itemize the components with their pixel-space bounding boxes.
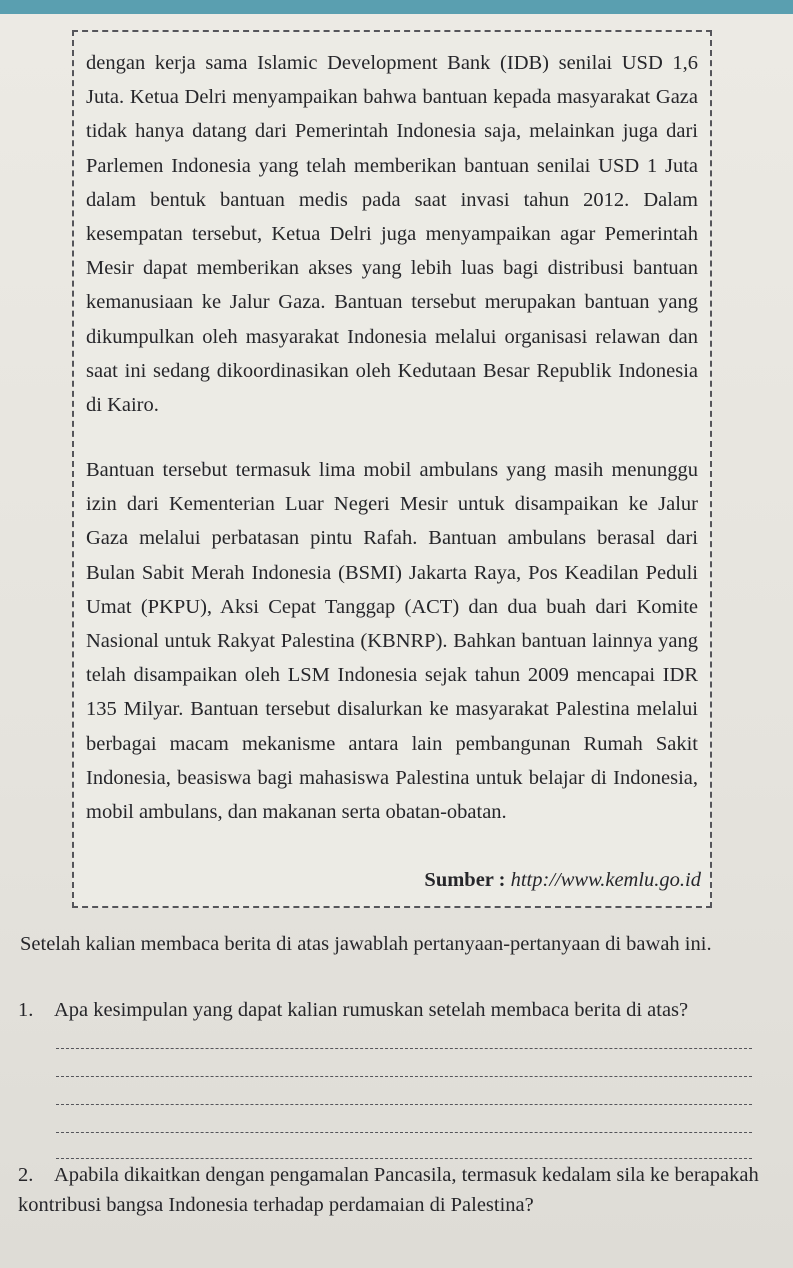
- question-1: [18, 996, 768, 1024]
- article-source: [424, 866, 701, 894]
- article-paragraph-2: Bantuan tersebut termasuk lima mobil ambulans yang masih menunggu izin dari Kementerian Luar Negeri Mesir untuk disampaikan ke Jalur Gaza melalui perbatasan pintu Rafah. Bantuan ambulans berasal dari Bulan Sabit Merah Indonesia (BSMI) Jakarta Raya, Pos Keadilan Peduli Umat (PKPU), Aksi Cepat Tanggap (ACT) dan dua buah dari Komite Nasional untuk Rakyat Palestina (KBNRP). Bahkan bantuan lainnya yang telah disampaikan oleh LSM Indonesia sejak tahun 2009 mencapai IDR 135 Milyar. Bantuan tersebut disalurkan ke masyarakat Palestina melalui berbagai macam mekanisme antara lain pembangunan Rumah Sakit Indonesia, beasiswa bagi mahasiswa Palestina untuk belajar di Indonesia, mobil ambulans, dan makanan serta obatan-obatan.: [86, 459, 698, 824]
- question-1-number: 1.: [18, 999, 34, 1021]
- page-top-edge: [0, 0, 793, 14]
- answer-line[interactable]: [56, 1076, 752, 1077]
- question-2-text: Apabila dikaitkan dengan pengamalan Pancasila, termasuk kedalam sila ke berapakah kontribusi bangsa Indonesia terhadap perdamaian di Palestina?: [18, 1164, 759, 1216]
- question-1-text: Apa kesimpulan yang dapat kalian rumuskan setelah membaca berita di atas?: [54, 999, 689, 1021]
- answer-line[interactable]: [56, 1104, 752, 1105]
- source-label: Sumber :: [424, 869, 506, 891]
- answer-line[interactable]: [56, 1158, 752, 1159]
- instruction-text: Setelah kalian membaca berita di atas jawablah pertanyaan-pertanyaan di bawah ini.: [20, 933, 712, 955]
- answer-line[interactable]: [56, 1132, 752, 1133]
- answer-line[interactable]: [56, 1048, 752, 1049]
- question-2: [18, 1160, 778, 1220]
- question-2-number: 2.: [18, 1164, 34, 1186]
- article-paragraph-1: dengan kerja sama Islamic Development Bank (IDB) senilai USD 1,6 Juta. Ketua Delri menyampaikan bahwa bantuan kepada masyarakat Gaza tidak hanya datang dari Pemerintah Indonesia saja, melainkan juga dari Parlemen Indonesia yang telah memberikan bantuan senilai USD 1 Juta dalam bentuk bantuan medis pada saat invasi tahun 2012. Dalam kesempatan tersebut, Ketua Delri juga menyampaikan agar Pemerintah Mesir dapat memberikan akses yang lebih luas bagi distribusi bantuan kemanusiaan ke Jalur Gaza. Bantuan tersebut merupakan bantuan yang dikumpulkan oleh masyarakat Indonesia melalui organisasi relawan dan saat ini sedang dikoordinasikan oleh Kedutaan Besar Republik Indonesia di Kairo.: [86, 52, 698, 417]
- source-url: http://www.kemlu.go.id: [510, 869, 701, 891]
